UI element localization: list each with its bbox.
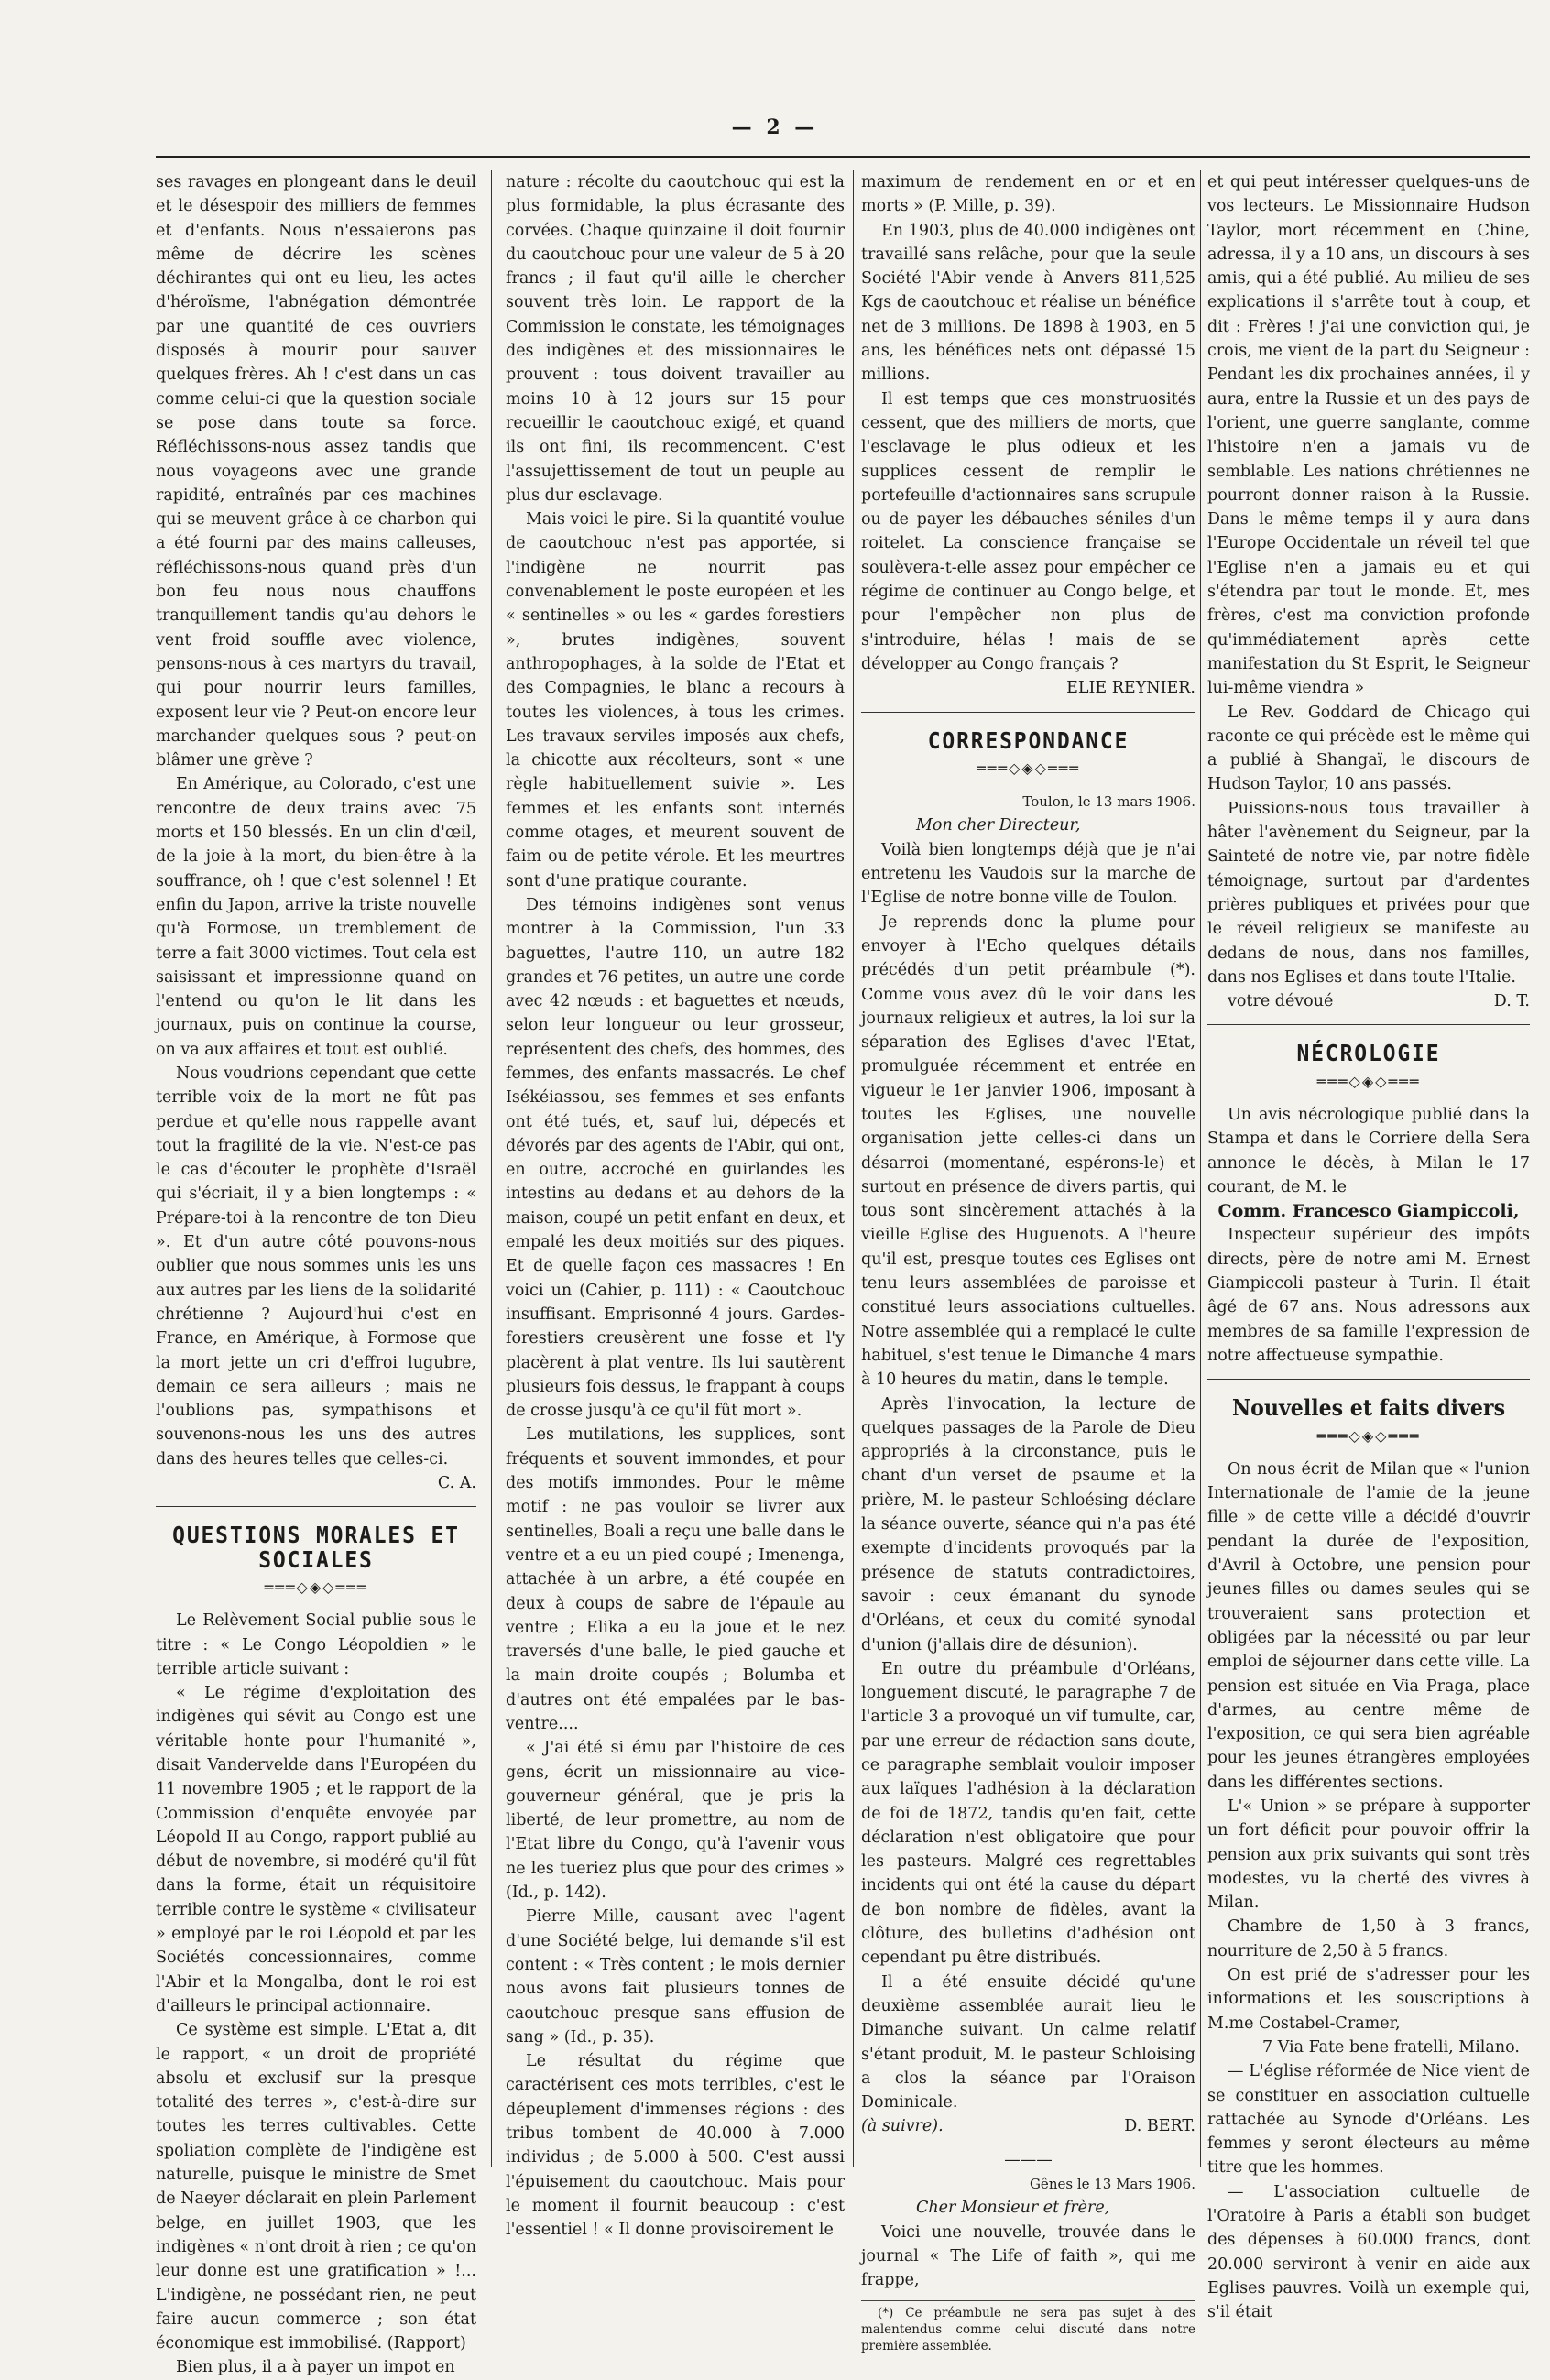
paragraph: — L'association cultuelle de l'Oratoire à Paris a établi son budget des dépenses à 60.000 francs, dont 20.000 serviront à venir en aide aux Eglises pauvres. Voilà un exemple qui, s'il était	[1207, 2182, 1530, 2322]
ornament-rule: ═══◇◈◇═══	[1316, 1072, 1421, 1090]
paragraph: Bien plus, il a à payer un impot en	[176, 2358, 455, 2377]
address-line: 7 Via Fate bene fratelli, Milano.	[1262, 2037, 1520, 2057]
continuation-line	[861, 2114, 1195, 2138]
paragraph: Je reprends donc la plume pour envoyer à l'Echo quelques détails précédés d'un petit préambule (*). Comme vous avez dû le voir dans les journaux religieux et autres, la loi sur la séparation des Eglises d'avec l'Etat, promulguée récemment et entrée en vigueur le 1er janvier 1906, imposant à toutes les Eglises, une nouvelle organisation jette celles-ci dans un désarroi (momentané, espérons-le) et surtout en présence de divers partis, qui tous sont sincèrement attachés à la vieille Eglise des Huguenots. A l'heure qu'il est, presque toutes ces Eglises ont tenu leurs assemblées de paroisse et constitué leurs associations cultuelles. Notre assemblée qui a remplacé le culte habituel, s'est tenue le Dimanche 4 mars à 10 heures du matin, dans le temple.	[861, 912, 1195, 1390]
section-rule	[156, 1506, 476, 1507]
paragraph: « J'ai été si ému par l'histoire de ces gens, écrit un missionnaire au vice-gouverneur général, que je pris la liberté, de leur promettre, au nom de l'Etat libre du Congo, qu'à l'avenir vous ne les tueriez plus que pour des crimes » (Id., p. 142).	[506, 1739, 845, 1903]
paragraph: maximum de rendement en or et en morts » (P. Mille, p. 39).	[861, 173, 1195, 216]
section-heading: CORRESPONDANCE	[927, 726, 1130, 754]
letter-salutation: Cher Monsieur et frère,	[916, 2199, 1110, 2218]
paragraph: En 1903, plus de 40.000 indigènes ont travaillé sans relâche, pour que la seule Société l'Abir vende à Anvers 811,525 Kgs de caoutchouc et réalise un bénéfice net de 3 millions. De 1898 à 1903, en 5 ans, les bénéfices nets ont dépassé 15 millions.	[861, 221, 1195, 385]
section-heading: Nouvelles et faits divers	[1232, 1394, 1505, 1422]
paragraph: Voici une nouvelle, trouvée dans le journal « The Life of faith », qui me frappe,	[861, 2222, 1195, 2290]
column-divider	[491, 170, 492, 2167]
signature: ELIE REYNIER.	[1066, 679, 1195, 698]
paragraph: ses ravages en plongeant dans le deuil et le désespoir des milliers de femmes et d'enfants. Nous n'essaierons pas même de décrire les scènes déchirantes qui ont eu lieu, les actes d'héroïsme, l'abnégation démontrée par une quantité de ces ouvriers disposés à mourir pour sauver quelques frères. Ah ! c'est dans un cas comme celui-ci que la question sociale se pose dans toute sa force. Réfléchissons-nous assez tandis que nous voyageons avec une grande rapidité, entraînés par ces machines qui se meuvent grâce à ce charbon qui a été fourni par des mains calleuses, réfléchissons-nous quand près d'un bon feu nous nous chauffons tranquillement tandis qu'au dehors le vent froid souffle avec violence, pensons-nous à ces martyrs du travail, qui pour nourrir leurs familles, exposent leur vie ? Peut-on encore leur marchander quelques sous ? peut-on blâmer une grève ?	[156, 173, 476, 770]
paragraph: En outre du préambule d'Orléans, longuement discuté, le paragraphe 7 de l'article 3 a provoqué un vif tumulte, car, par une erreur de rédaction sans doute, ce paragraphe semblait vouloir imposer aux laïques l'adhésion à la déclaration de foi de 1872, tandis qu'en fait, cette déclaration n'est obligatoire que pour les pasteurs. Malgré ces regrettables incidents qui ont été la cause du départ de bon nombre de fidèles, avant la clôture, des bulletins d'adhésion ont cependant pu être distribués.	[861, 1659, 1195, 1968]
signature: D. T.	[1493, 992, 1530, 1011]
paragraph: Inspecteur supérieur des impôts directs, père de notre ami M. Ernest Giampiccoli pasteur à Turin. Il était âgé de 67 ans. Nous adressons aux membres de sa famille l'expression de notre affectueuse sympathie.	[1207, 1226, 1530, 1365]
paragraph: Le Relèvement Social publie sous le titre : « Le Congo Léopoldien » le terrible article suivant :	[156, 1611, 476, 1678]
ornament-rule: ═══◇◈◇═══	[977, 759, 1080, 777]
page-number: — 2 —	[731, 115, 819, 139]
paragraph: Mais voici le pire. Si la quantité voulue de caoutchouc n'est pas apportée, si l'indigène ne nourrit pas convenablement le poste européen et les « sentinelles » ou les « gardes forestiers », brutes indigènes, souvent anthropophages, à la solde de l'Etat et des Compagnies, le blanc a recours à toutes les violences, à tous les crimes. Les travaux serviles imposés aux chefs, la chicotte aux récolteurs, sont « une règle habituellement suivie ». Les femmes et les enfants sont internés comme otages, et meurent souvent de faim ou de petite vérole. Et les meurtres sont d'une pratique courante.	[506, 510, 845, 890]
section-rule	[861, 712, 1195, 713]
paragraph: Voilà bien longtemps déjà que je n'ai entretenu les Vaudois sur la marche de l'Eglise de notre bonne ville de Toulon.	[861, 840, 1195, 908]
letter-place-date: Toulon, le 13 mars 1906.	[1022, 793, 1195, 811]
paragraph: Un avis nécrologique publié dans la Stampa et dans le Corriere della Sera annonce le décès, à Milan le 17 courant, de M. le	[1207, 1105, 1530, 1196]
signature: D. BERT.	[1124, 2117, 1195, 2136]
paragraph: « Le régime d'exploitation des indigènes qui sévit au Congo est une véritable honte pour l'humanité », disait Vandervelde dans l'Européen du 11 novembre 1905 ; et le rapport de la Commission d'enquête envoyée par Léopold II au Congo, rapport publié au début de novembre, si modéré qu'il fût dans la forme, était un réquisitoire terrible contre le système « civilisateur » employé par le roi Léopold et par les Sociétés concessionnaires, comme l'Abir et la Mongalba, dont le roi est d'ailleurs le principal actionnaire.	[156, 1684, 476, 2015]
closing: votre dévoué	[1228, 992, 1334, 1011]
section-heading: QUESTIONS MORALES ET SOCIALES	[172, 1522, 460, 1573]
paragraph: Après l'invocation, la lecture de quelques passages de la Parole de Dieu appropriés à la circonstance, puis le chant d'un verset de psaume et la prière, M. le pasteur Schloésing déclare la séance ouverte, séance qui n'a pas été exempte d'incidents provoqués par la présence de statuts contradictoires, savoir : ceux émanant du synode d'Orléans, et ceux du comité synodal d'union (j'allais dire de désunion).	[861, 1394, 1195, 1654]
paragraph: On nous écrit de Milan que « l'union Internationale de l'amie de la jeune fille » de cette ville a décidé d'ouvrir pendant la durée de l'exposition, d'Avril à Octobre, une pension pour jeunes filles ou dames seules qui se trouveraient sans protection et obligées par la nécessité ou par leur emploi de séjourner dans cette ville. La pension est située en Via Praga, place d'armes, au centre même de l'exposition, ce qui sera bien agréable pour les jeunes étrangères employées dans les différentes sections.	[1207, 1459, 1530, 1792]
paragraph: Pierre Mille, causant avec l'agent d'une Société belge, lui demande s'il est content : « Très content ; le mois dernier nous avons fait plusieurs tonnes de caoutchouc presque sans effusion de sang » (Id., p. 35).	[506, 1907, 845, 2047]
letter-salutation: Mon cher Directeur,	[916, 816, 1081, 835]
section-heading: NÉCROLOGIE	[1296, 1040, 1441, 1067]
paragraph: Il a été ensuite décidé qu'une deuxième assemblée aurait lieu le Dimanche suivant. Un calme relatif s'étant produit, M. le pasteur Schloising a clos la séance par l'Oraison Dominicale.	[861, 1972, 1195, 2113]
column-divider	[853, 170, 854, 2167]
column-4	[1207, 170, 1530, 2322]
paragraph: Le Rev. Goddard de Chicago qui raconte ce qui précède est le même qui a publié à Shangaï, le discours de Hudson Taylor, 10 ans passés.	[1207, 703, 1530, 794]
ornament-rule: ═══◇◈◇═══	[264, 1578, 368, 1596]
divider-mark: ———	[1004, 2150, 1053, 2169]
paragraph: Nous voudrions cependant que cette terrible voix de la mort ne fût pas perdue et qu'elle nous rappelle avant tout la fragilité de la vie. N'est-ce pas le cas d'écouter le prophète d'Israël qui s'écriait, il y a bien longtemps : « Prépare-toi à la rencontre de ton Dieu ». Et d'un autre côté pouvons-nous oublier que nous sommes unis les uns aux autres par les liens de la solidarité chrétienne ? Aujourd'hui c'est en France, en Amérique, à Formose que la mort jette un cri d'effroi lugubre, demain ce sera ailleurs ; mais ne l'oublions pas, sympathisons et souvenons-nous les uns des autres dans des heures telles que celles-ci.	[156, 1064, 476, 1468]
closing-line	[1207, 989, 1530, 1013]
paragraph: Le résultat du régime que caractérisent ces mots terribles, c'est le dépeuplement d'immenses régions : des tribus tombent de 40.000 à 7.000 individus ; de 5.000 à 500. C'est aussi l'épuisement du caoutchouc. Mais pour le moment il fournit beaucoup : c'est l'essentiel ! « Il donne provisoirement le	[506, 2052, 845, 2240]
header-rule	[156, 156, 1530, 158]
paragraph: Ce système est simple. L'Etat a, dit le rapport, « un droit de propriété absolu et exclusif sur la presque totalité des terres », c'est-à-dire sur toutes les terres cultivables. Cette spoliation complète de l'indigène est naturelle, puisque le ministre de Smet de Naeyer déclarait en plein Parlement belge, en juillet 1903, que les indigènes « n'ont droit à rien ; ce qu'on leur donne est une gratification » !... L'indigène, ne possédant rien, ne peut faire aucun commerce ; son état économique est immobilisé. (Rapport)	[156, 2021, 476, 2353]
column-3	[861, 170, 1195, 2353]
paragraph: En Amérique, au Colorado, c'est une rencontre de deux trains avec 75 morts et 150 blessés. En un clin d'œil, de la joie à la mort, du bien-être à la souffrance, oh ! que c'est solennel ! Et enfin du Japon, arrive la triste nouvelle qu'à Formose, un tremblement de terre a fait 3000 victimes. Tout cela est saisissant et impressionne quand on l'entend ou qu'on le lit dans les journaux, puis on continue la course, on va aux affaires et tout est oublié.	[156, 775, 476, 1059]
column-1	[156, 170, 476, 2377]
to-be-continued: (à suivre).	[861, 2117, 944, 2136]
letter-place-date: Gênes le 13 Mars 1906.	[1029, 2176, 1195, 2193]
paragraph: Puissions-nous tous travailler à hâter l'avènement du Seigneur, par la Sainteté de notre vie, par notre fidèle témoignage, surtout par d'ardentes prières publiques et privées pour que le réveil religieux se manifeste au dedans de nous, dans nos familles, dans nos Eglises et dans toute l'Italie.	[1207, 799, 1530, 987]
signature: C. A.	[437, 1474, 476, 1493]
paragraph: — L'église réformée de Nice vient de se constituer en association cultuelle rattachée au Synode d'Orléans. Les femmes y seront électeurs au même titre que les hommes.	[1207, 2062, 1530, 2178]
deceased-name: Comm. Francesco Giampiccoli,	[1217, 1201, 1520, 1222]
paragraph: Il est temps que ces monstruosités cessent, que des milliers de morts, que l'esclavage le plus odieux et les supplices cessent de remplir le portefeuille d'actionnaires sans scrupule ou de payer les débauches séniles d'un roitelet. La conscience française se soulèvera-t-elle assez pour empêcher ce régime de continuer au Congo belge, et pour l'empêcher non plus de s'introduire, hélas ! mais de se développer au Congo français ?	[861, 389, 1195, 673]
column-2	[506, 170, 845, 2240]
paragraph: Les mutilations, les supplices, sont fréquents et souvent immondes, et pour des motifs immondes. Pour le même motif : ne pas vouloir se livrer aux sentinelles, Boali a reçu une balle dans le ventre et a eu un pied coupé ; Imenenga, attachée à un arbre, a été coupée en deux à coups de sabre de l'épaule au ventre ; Elika a eu la joue et le nez traversés d'une balle, le pied gauche et la main droite coupés ; Bolumba et d'autres ont été empalées par le bas-ventre....	[506, 1425, 845, 1733]
section-rule	[1207, 1379, 1530, 1380]
ornament-rule: ═══◇◈◇═══	[1316, 1426, 1421, 1445]
paragraph: nature : récolte du caoutchouc qui est la plus formidable, la plus écrasante des corvées. Chaque quinzaine il doit fournir du caoutchouc pour une valeur de 5 à 20 francs ; il faut qu'il aille le chercher souvent très loin. Le rapport de la Commission le constate, les témoignages des indigènes et des missionnaires le prouvent : tous doivent travailler au moins 10 à 12 jours sur 15 pour recueillir le caoutchouc exigé, et quand ils ont fini, ils recommencent. C'est l'assujettissement de tout un peuple au plus dur esclavage.	[506, 173, 845, 505]
paragraph: On est prié de s'adresser pour les informations et les souscriptions à M.me Costabel-Cramer,	[1207, 1966, 1530, 2033]
paragraph: Chambre de 1,50 à 3 francs, nourriture de 2,50 à 5 francs.	[1207, 1917, 1530, 1960]
paragraph: L'« Union » se prépare à supporter un fort déficit pour pouvoir offrir la pension aux prix suivants qui sont très modestes, vu la cherté des vivres à Milan.	[1207, 1797, 1530, 1913]
column-divider	[1200, 170, 1201, 2167]
section-rule	[1207, 1024, 1530, 1025]
footnote: (*) Ce préambule ne sera pas sujet à des malentendus comme celui discuté dans notre première assemblée.	[861, 2300, 1195, 2354]
paragraph: Des témoins indigènes sont venus montrer à la Commission, l'un 33 baguettes, l'autre 110, un autre 182 grandes et 76 petites, un autre une corde avec 42 nœuds : et baguettes et nœuds, selon leur longueur ou leur grosseur, représentent des chefs, des hommes, des femmes, des enfants massacrés. Le chef Isékéiassou, ses femmes et ses enfants ont été tués, et, sauf lui, dépecés et dévorés par des agents de l'Abir, qui ont, en outre, accroché en guirlandes les intestins au dedans et au dehors de la maison, coupé un petit enfant en deux, et empalé les deux moitiés sur des piques. Et de quelle façon ces massacres ! En voici un (Cahier, p. 111) : « Caoutchouc insuffisant. Emprisonné 4 jours. Gardes-forestiers creusèrent une fosse et l'y placèrent à plat ventre. Ils lui sautèrent plusieurs fois dessus, le frappant à coups de crosse jusqu'à ce qu'il fût mort ».	[506, 895, 845, 1421]
paragraph: et qui peut intéresser quelques-uns de vos lecteurs. Le Missionnaire Hudson Taylor, mort récemment en Chine, adressa, il y a 10 ans, un discours à ses amis, qui a été publié. Au milieu de ses explications il s'arrête tout à coup, et dit : Frères ! j'ai une conviction qui, je crois, me vient de la part du Seigneur : Pendant les dix prochaines années, il y aura, entre la Russie et un des pays de l'orient, une guerre sanglante, comme l'histoire n'en a jamais vu de semblable. Les nations chrétiennes ne pourront donner raison à la Russie. Dans le même temps il y aura dans l'Europe Occidentale un réveil tel que l'Eglise n'en a jamais eu et qui s'étendra par tout le monde. Et, mes frères, c'est ma conviction profonde qu'immédiatement après cette manifestation du St Esprit, le Seigneur lui-même viendra »	[1207, 173, 1530, 698]
